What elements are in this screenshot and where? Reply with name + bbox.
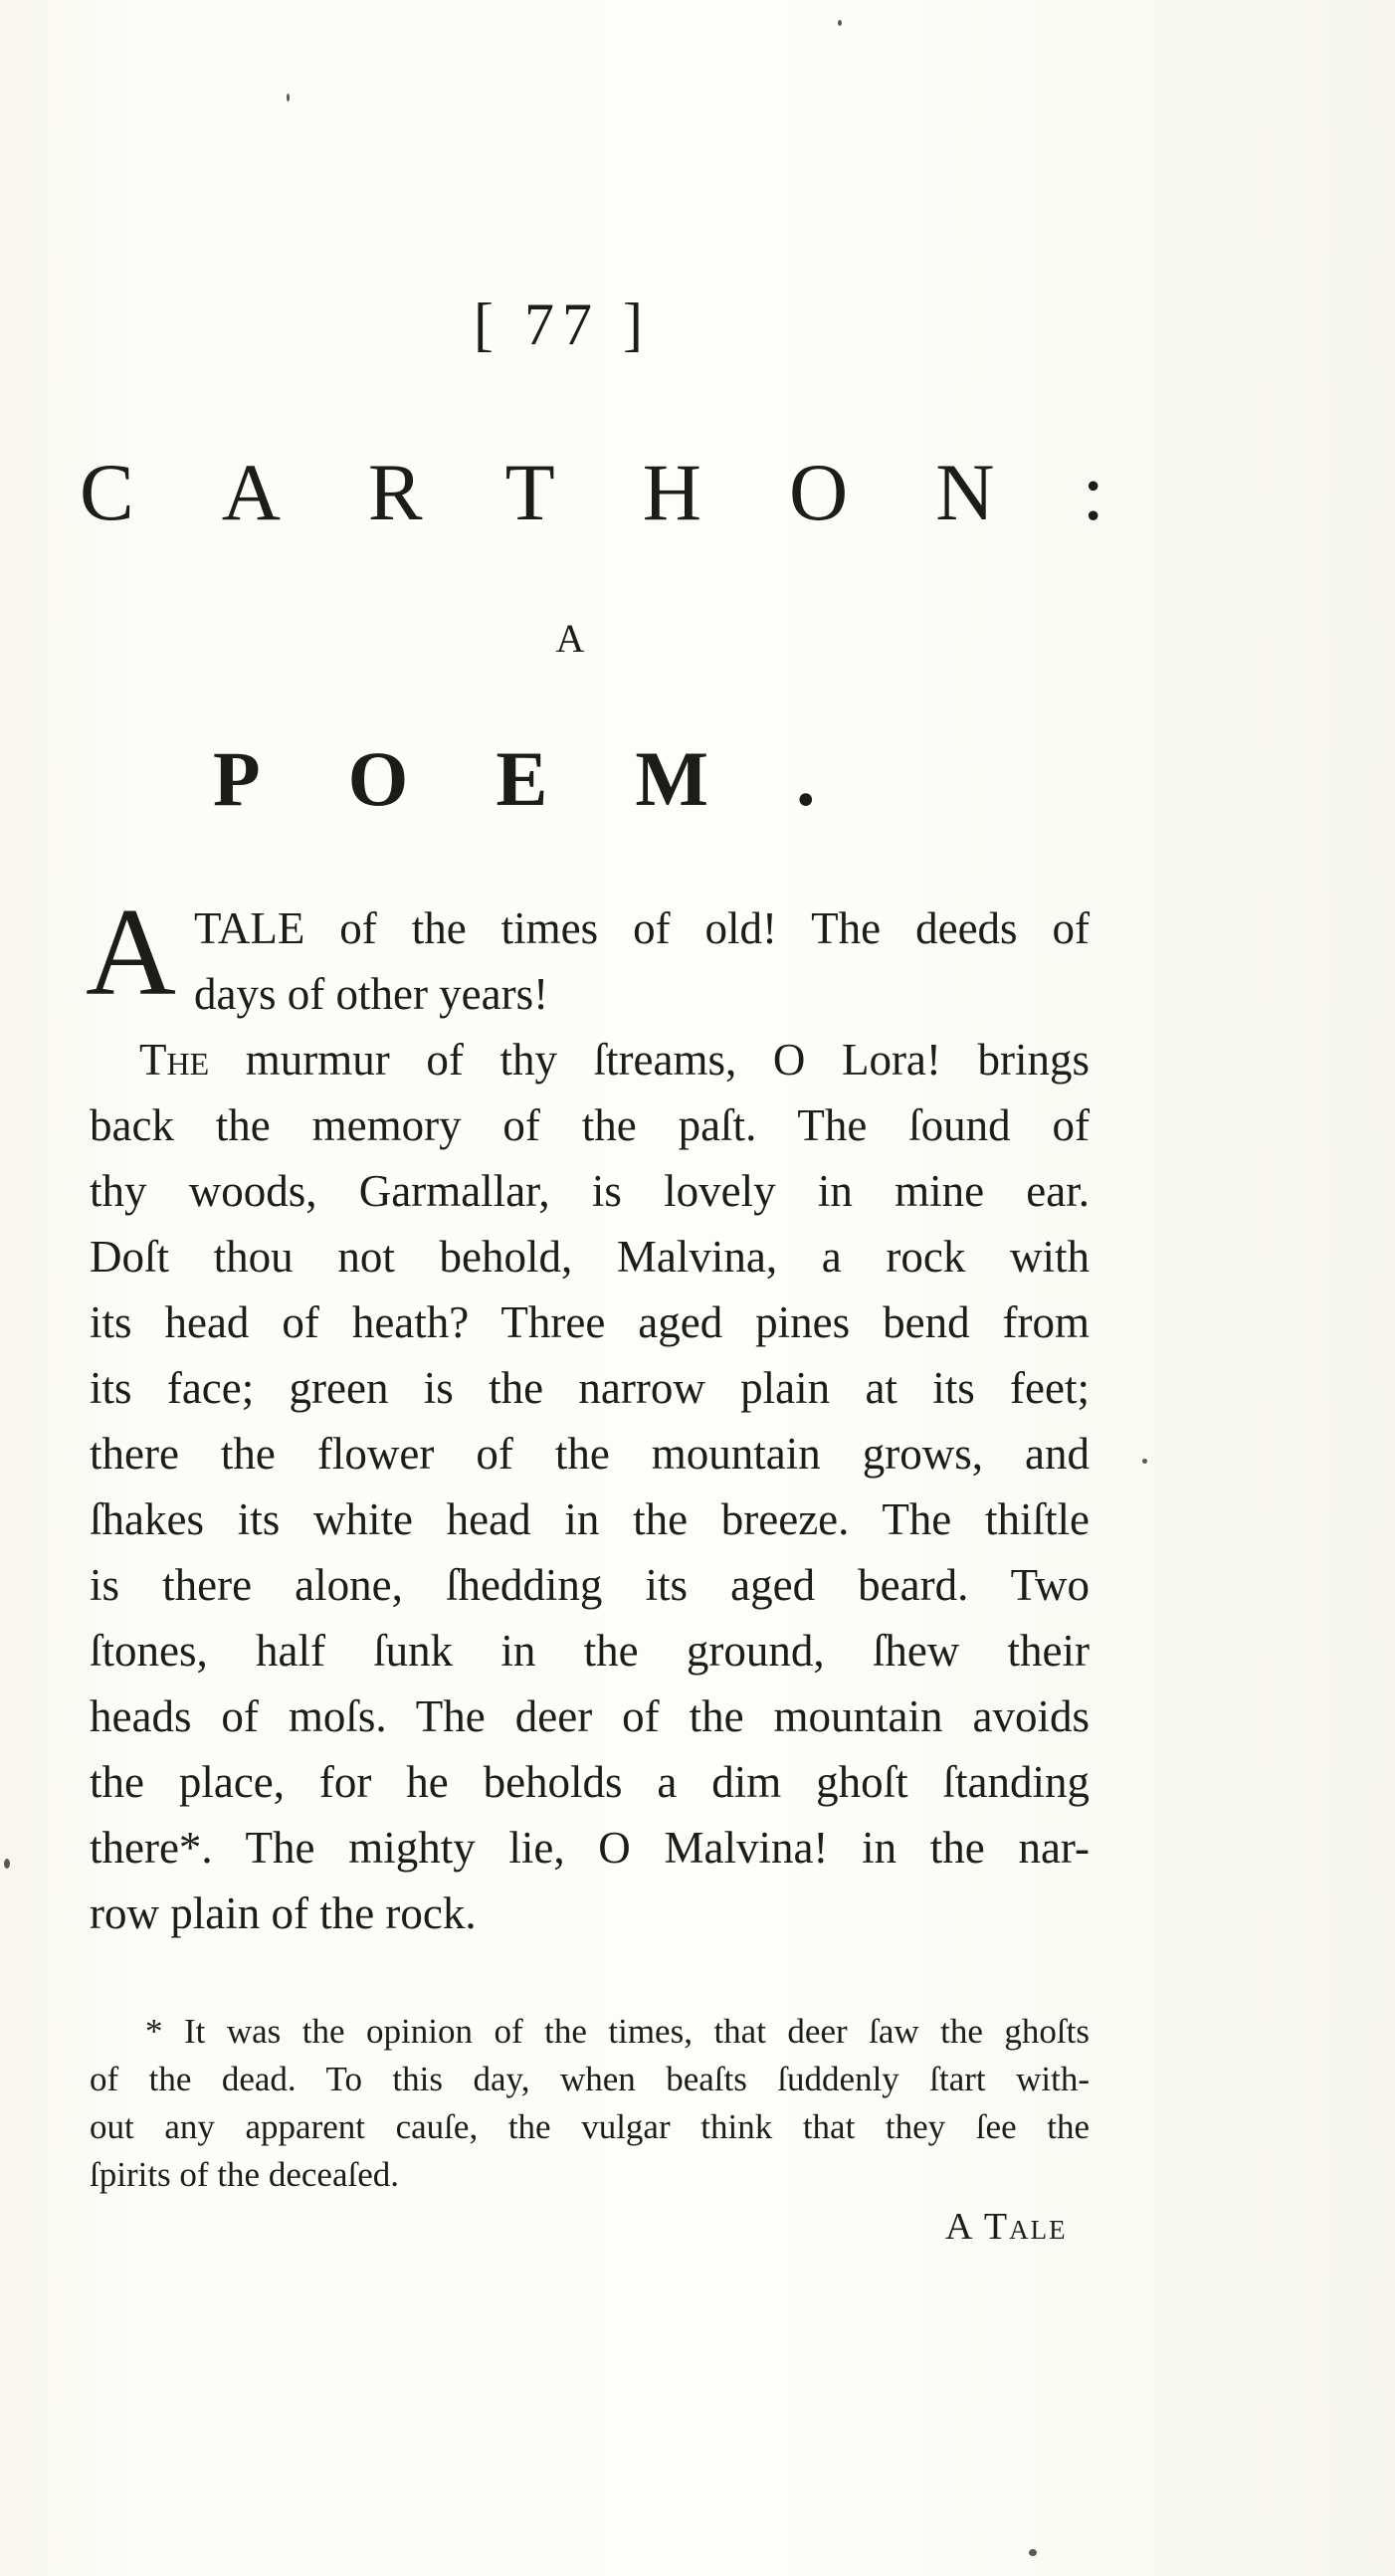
text-line: row plain of the rock. — [90, 1888, 477, 1938]
subtitle-article: A — [555, 616, 585, 661]
text-line: thy woods, Garmallar, is lovely in mine ear. — [90, 1166, 1090, 1216]
second-paragraph — [90, 1027, 1090, 1946]
text-line: its head of heath? Three aged pines bend from — [90, 1297, 1090, 1347]
footnote-line: * It was the opinion of the times, that deer ſaw the ghoſts — [145, 2012, 1090, 2051]
paper-speck — [4, 1859, 10, 1869]
paper-speck — [1142, 1459, 1147, 1464]
text-line: Doſt thou not behold, Malvina, a rock with — [90, 1232, 1090, 1282]
text-line: heads of moſs. The deer of the mountain avoids — [90, 1691, 1090, 1741]
text-line: ſtones, half ſunk in the ground, ſhew their — [90, 1626, 1090, 1676]
poem-title: CARTHON: — [80, 447, 1193, 537]
page-number: [ 77 ] — [474, 292, 651, 357]
catchword-first: A — [945, 2206, 973, 2248]
text-line: days of other years! — [194, 969, 549, 1019]
paper-speck — [287, 94, 290, 101]
text-line: is there alone, ſhedding its aged beard. Two — [90, 1560, 1090, 1610]
footnote-line: out any apparent cauſe, the vulgar think that they ſee the — [90, 2107, 1090, 2146]
catchword-second: Tale — [983, 2206, 1068, 2248]
drop-cap: A — [86, 884, 176, 1022]
catchword — [945, 2205, 1068, 2249]
footnote-line: ſpirits of the deceaſed. — [90, 2155, 399, 2194]
poem-body — [86, 884, 1091, 1946]
paper-speck — [1029, 2549, 1037, 2556]
text-line: there*. The mighty lie, O Malvina! in the nar- — [90, 1823, 1090, 1873]
paper-speck — [838, 20, 842, 26]
text-line: TALE of the times of old! The deeds of — [194, 903, 1090, 953]
text-line: back the memory of the paſt. The ſound of — [90, 1100, 1090, 1150]
paragraph-lead-word: The — [139, 1035, 210, 1085]
text-line: there the flower of the mountain grows, and — [90, 1429, 1090, 1479]
text-line: its face; green is the narrow plain at its feet; — [90, 1363, 1090, 1413]
text-line — [90, 1027, 1090, 1092]
text-line: ſhakes its white head in the breeze. The thiſtle — [90, 1494, 1090, 1544]
text-line: the place, for he beholds a dim ghoſt ſtanding — [90, 1757, 1090, 1807]
text-line-rest: murmur of thy ſtreams, O Lora! brings — [245, 1035, 1091, 1085]
footnote-line: of the dead. To this day, when beaſts ſuddenly ſtart with- — [90, 2060, 1090, 2098]
opening-paragraph — [86, 884, 1090, 1027]
subtitle-poem: POEM. — [213, 735, 903, 822]
footnote — [90, 2008, 1090, 2199]
